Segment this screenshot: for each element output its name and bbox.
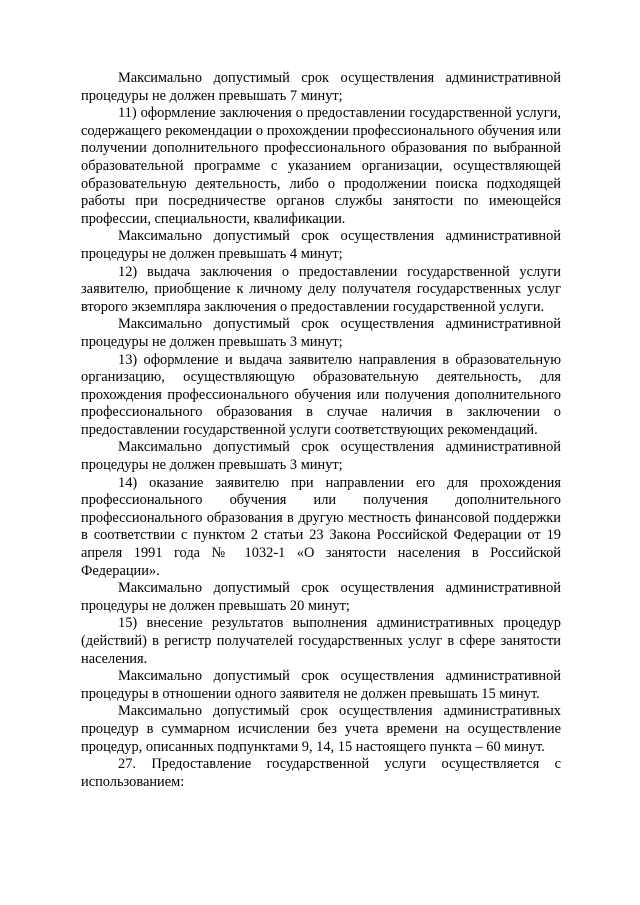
paragraph-clause-27: 27. Предоставление государственной услуги осуществляется с использованием: (81, 756, 561, 790)
paragraph-time-limit-3-a: Максимально допустимый срок осуществления административной процедуры не должен превышать 3 минут; (81, 316, 561, 350)
paragraph-item-13: 13) оформление и выдача заявителю направления в образовательную организацию, осуществляющую образовательную деятельность, для прохождения профессионального обучения или получения дополнительного профессионального образования в случае наличия в заключении о предоставлении государственной услуги соответствующих рекомендаций. (81, 351, 561, 438)
paragraph-item-11: 11) оформление заключения о предоставлении государственной услуги, содержащего рекомендации о прохождении профессионального обучения или получении дополнительного профессионального образования по выбранной образовательной программе с указанием организации, осуществляющей образовательную деятельность, либо о продолжении поиска подходящей работы при посредничестве органов службы занятости по имеющейся профессии, специальности, квалификации. (81, 105, 561, 227)
paragraph-time-limit-15: Максимально допустимый срок осуществления административной процедуры в отношении одного заявителя не должен превышать 15 минут. (81, 668, 561, 702)
paragraph-total-time-limit: Максимально допустимый срок осуществления административных процедур в суммарном исчислении без учета времени на осуществление процедур, описанных подпунктами 9, 14, 15 настоящего пункта – 60 минут. (81, 703, 561, 755)
paragraph-time-limit-4: Максимально допустимый срок осуществления административной процедуры не должен превышать 4 минут; (81, 228, 561, 262)
paragraph-time-limit-20: Максимально допустимый срок осуществления административной процедуры не должен превышать 20 минут; (81, 580, 561, 614)
paragraph-time-limit-3-b: Максимально допустимый срок осуществления административной процедуры не должен превышать 3 минут; (81, 439, 561, 474)
document-body (81, 70, 561, 791)
paragraph-item-15: 15) внесение результатов выполнения административных процедур (действий) в регистр получателей государственных услуг в сфере занятости населения. (81, 615, 561, 667)
paragraph-item-12: 12) выдача заключения о предоставлении государственной услуги заявителю, приобщение к личному делу получателя государственных услуг второго экземпляра заключения о предоставлении государственной услуги. (81, 263, 561, 315)
paragraph-item-14: 14) оказание заявителю при направлении его для прохождения профессионального обучения или получения дополнительного профессионального образования в другую местность финансовой поддержки в соответствии с пунктом 2 статьи 23 Закона Российской Федерации от 19 апреля 1991 года № 1032-1 «О занятости населения в Российской Федерации». (81, 474, 561, 579)
paragraph-time-limit-7: Максимально допустимый срок осуществления административной процедуры не должен превышать 7 минут; (81, 70, 561, 104)
